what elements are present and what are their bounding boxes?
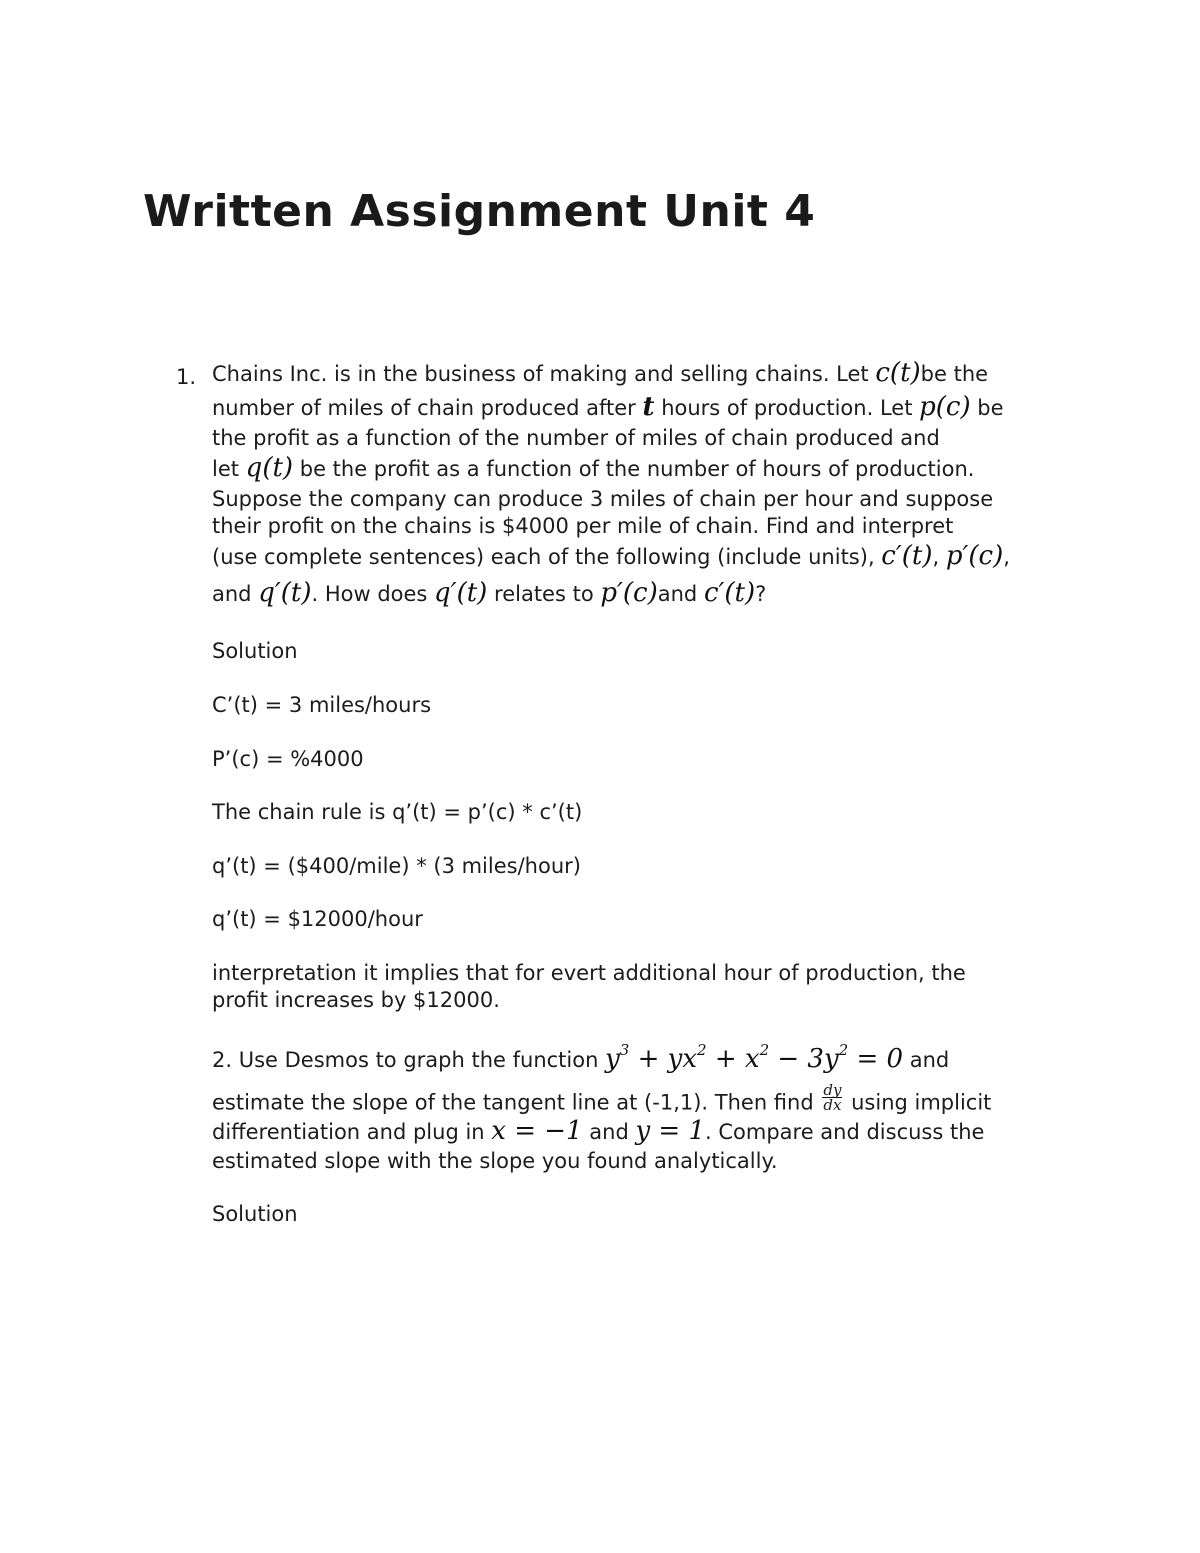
solution-1-interpretation: interpretation it implies that for evert additional hour of production, the xyxy=(212,961,966,985)
eq-exponent: 2 xyxy=(838,1041,849,1059)
q1-math-p-prime: p′(c) xyxy=(945,541,1004,571)
solution-1-step: q’(t) = ($400/mile) * (3 miles/hour) xyxy=(212,854,581,878)
eq-part: yx xyxy=(667,1044,698,1074)
q1-text: , xyxy=(932,545,946,569)
q1-text: let xyxy=(212,457,246,481)
question-1-line-5: Suppose the company can produce 3 miles of chain per hour and suppose xyxy=(212,487,994,511)
question-1-line-2 xyxy=(212,394,1004,422)
q1-text: Chains Inc. is in the business of making and selling chains. Let xyxy=(212,362,876,386)
solution-1-step: P’(c) = %4000 xyxy=(212,747,364,771)
solution-1-step: The chain rule is q’(t) = p’(c) * c’(t) xyxy=(212,800,583,824)
eq-part: x xyxy=(744,1044,760,1074)
q1-text: , xyxy=(1003,545,1010,569)
solution-1-step: C’(t) = 3 miles/hours xyxy=(212,693,432,717)
question-2-line-4: estimated slope with the slope you found analytically. xyxy=(212,1149,778,1173)
eq-exponent: 3 xyxy=(619,1041,630,1059)
q1-text: and xyxy=(212,582,259,606)
fraction-denominator: dx xyxy=(823,1096,842,1114)
dy-dx-fraction xyxy=(822,1083,842,1112)
solution-1-step: q’(t) = $12000/hour xyxy=(212,907,423,931)
eq-operator: − 3 xyxy=(769,1044,824,1074)
q1-math-q-of-t: q(t) xyxy=(245,453,294,483)
q1-math-c-prime: c′(t) xyxy=(703,578,756,608)
q1-text: hours of production. Let xyxy=(654,396,920,420)
question-1-line-1 xyxy=(212,360,988,388)
eq-operator: + xyxy=(629,1044,668,1074)
q1-text: (use complete sentences) each of the following (include units), xyxy=(212,545,882,569)
q1-math-c-prime: c′(t) xyxy=(881,541,933,571)
q1-text: number of miles of chain produced after xyxy=(212,396,643,420)
q1-text: relates to xyxy=(487,582,601,606)
q1-math-p-prime: p′(c) xyxy=(600,578,658,608)
question-1-line-4 xyxy=(212,455,974,483)
solution-1-heading: Solution xyxy=(212,639,298,663)
q1-math-q-prime: q′(t) xyxy=(434,578,488,608)
question-1-line-6: their profit on the chains is $4000 per mile of chain. Find and interpret xyxy=(212,514,954,538)
q1-text: be the profit as a function of the number of hours of production. xyxy=(293,457,975,481)
q2-math-y: y = 1 xyxy=(635,1116,705,1146)
page-title: Written Assignment Unit 4 xyxy=(143,186,816,237)
eq-operator: = 0 xyxy=(848,1044,904,1074)
q2-equation xyxy=(605,1041,904,1074)
q2-text: differentiation and plug in xyxy=(212,1120,492,1144)
question-1-line-8 xyxy=(212,580,766,608)
eq-part: y xyxy=(605,1044,620,1074)
eq-exponent: 2 xyxy=(759,1041,770,1059)
q2-math-x: x = −1 xyxy=(491,1116,583,1146)
q2-text: . Compare and discuss the xyxy=(705,1120,985,1144)
fraction-numerator: dy xyxy=(823,1081,842,1099)
q2-text: and xyxy=(582,1120,636,1144)
q1-text: and xyxy=(657,582,704,606)
solution-1-interpretation: profit increases by $12000. xyxy=(212,988,500,1012)
eq-part: y xyxy=(823,1044,839,1074)
eq-exponent: 2 xyxy=(697,1041,707,1059)
q1-text: be the xyxy=(920,362,989,386)
q2-text: 2. Use Desmos to graph the function xyxy=(212,1048,606,1072)
solution-2-heading: Solution xyxy=(212,1202,298,1226)
q1-text: be xyxy=(970,396,1004,420)
q1-math-p-of-c: p(c) xyxy=(919,392,971,422)
question-1-line-7 xyxy=(212,543,1010,571)
question-1-number: 1. xyxy=(176,365,197,389)
q1-math-q-prime: q′(t) xyxy=(258,578,312,608)
q1-text: . How does xyxy=(311,582,435,606)
q2-text: estimate the slope of the tangent line at (-1,1). Then find xyxy=(212,1090,821,1115)
eq-operator: + xyxy=(706,1044,745,1074)
q2-text: and xyxy=(903,1048,950,1072)
q1-math-t: t xyxy=(642,392,655,422)
question-2-line-2 xyxy=(212,1081,992,1118)
q1-math-c-of-t: c(t) xyxy=(875,358,921,388)
question-2-line-3 xyxy=(212,1118,984,1146)
q2-text: using implicit xyxy=(844,1090,992,1115)
q1-text: ? xyxy=(755,582,767,606)
question-1-line-3: the profit as a function of the number of miles of chain produced and xyxy=(212,426,940,450)
question-2-line-1 xyxy=(212,1041,950,1074)
